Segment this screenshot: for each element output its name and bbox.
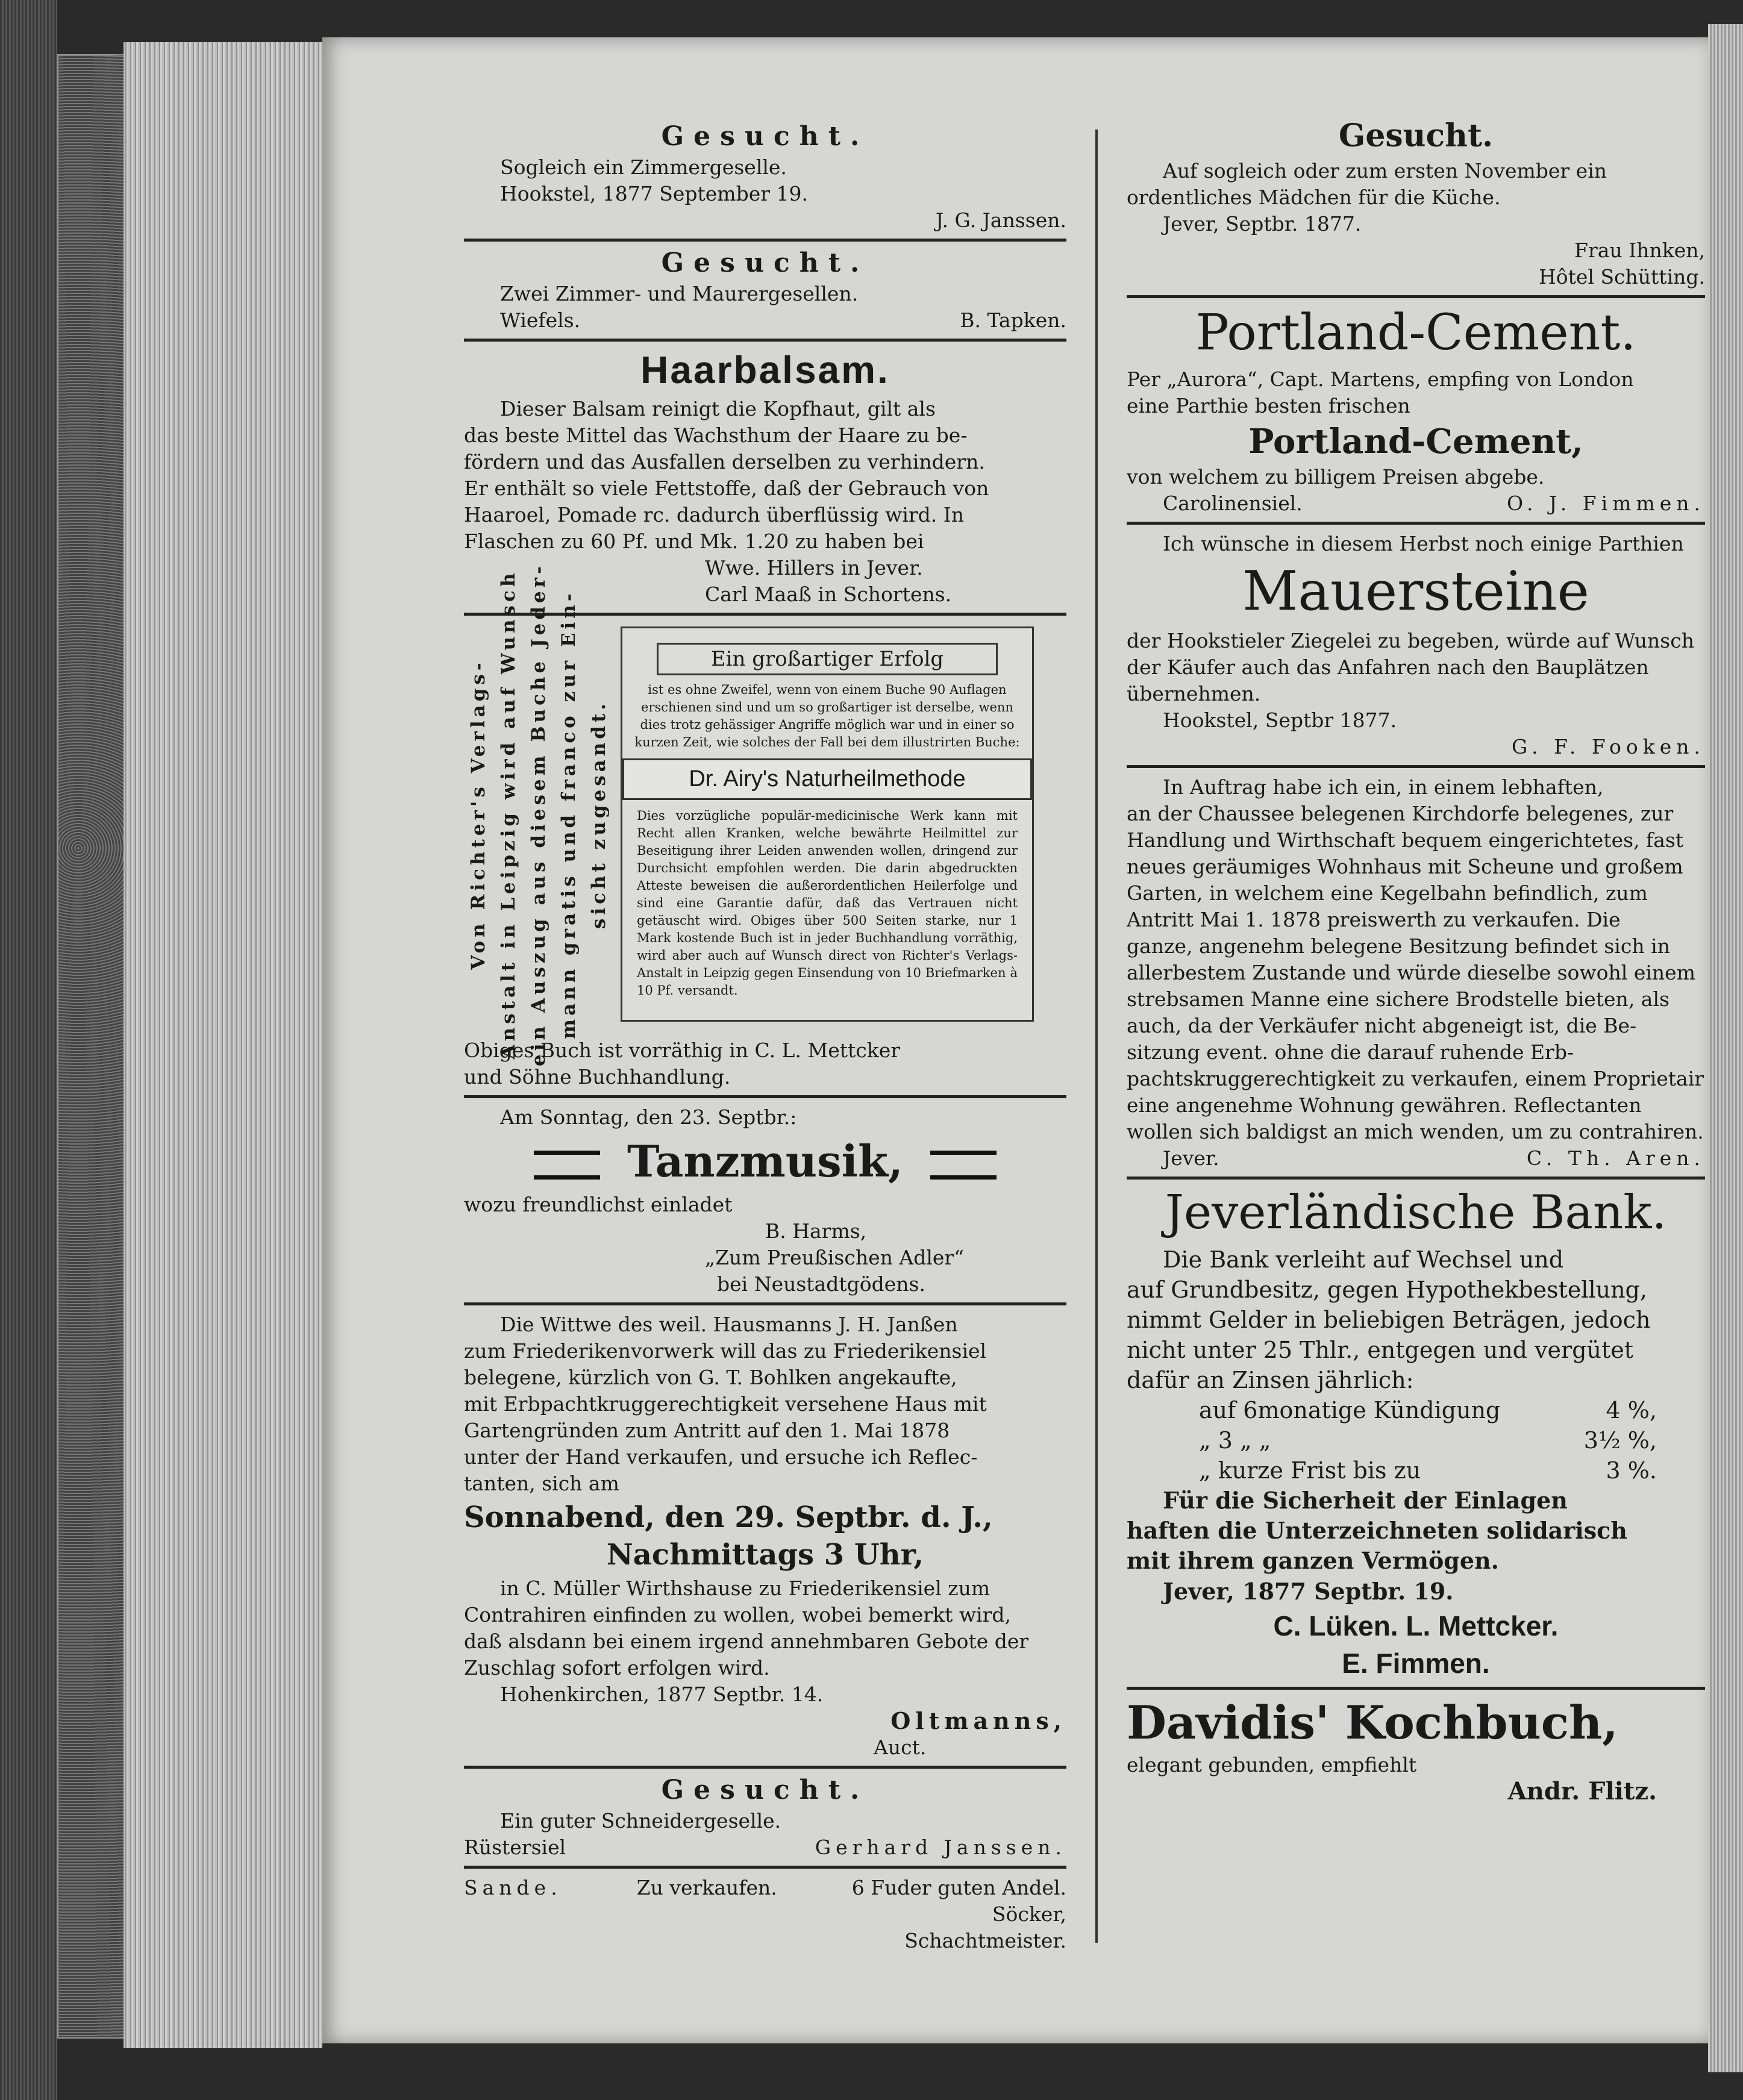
book-cover-edge [57, 54, 126, 2039]
book-title-banner: Dr. Airy's Naturheilmethode [622, 758, 1032, 800]
ad-hausverkauf-friederikensiel: Die Wittwe des weil. Hausmanns J. H. Janßen zum Friederikenvorwerk will das zu Friederikensiel belegene, kürzlich von G. T. Bohlken angekaufte, mit Erbpachtkruggerechtigkeit versehene Haus mit Gartengründen zum Antritt auf den 1. Mai 1878 unter der Hand verkaufen, und ersuche ich Reflec- tanten, sich am Sonnabend, den 29. Septbr. d. J., Nachmittags 3 Uhr, in C. Müller Wirthshause zu Friederikensiel zum Contrahiren einfinden zu wollen, wobei bemerkt wird, daß alsdann bei einem irgend annehmbaren Gebote der Zuschlag sofort erfolgen wird. Hohenkirchen, 1877 Septbr. 14. Oltmanns, Auct. [464, 1313, 1066, 1759]
ad-portland-cement: Portland-Cement. Per „Aurora“, Capt. Martens, empfing von London eine Parthie besten frischen Portland-Cement, von welchem zu billigem Preisen abgebe. Carolinensiel. O. J. Fimmen. [1127, 304, 1705, 517]
ad-haarbalsam: Haarbalsam. Dieser Balsam reinigt die Kopfhaut, gilt als das beste Mittel das Wachsthum der Haare zu be- fördern und das Ausfallen derselben zu verhindern. Er enthält so viele Fettstoffe, daß der Gebrauch von Haaroel, Pomade rc. dadurch überflüssig wird. In Flaschen zu 60 Pf. und Mk. 1.20 zu haben bei Wwe. Hillers in Jever. Carl Maaß in Schortens. [464, 348, 1066, 608]
ad-wohnhaus-verkauf: In Auftrag habe ich ein, in einem lebhaften, an der Chaussee belegenen Kirchdorfe belegenes, zur Handlung und Wirthschaft bequem eingerichtetes, fast neues geräumiges Wohnhaus mit Scheune und großem Garten, in welchem eine Kegelbahn befindlich, zum Antritt Mai 1. 1878 preiswerth zu verkaufen. Die ganze, angenehm belegene Besitzung befindet sich in allerbestem Zustande und würde dieselbe sowohl einem strebsamen Manne eine sichere Brodstelle bieten, als auch, da der Verkäufer nicht abgeneigt ist, die Be- sitzung event. ohne die darauf ruhende Erb- pachtskruggerechtigkeit zu verkaufen, einem Proprietair eine angenehme Wohnung gewähren. Reflectanten wollen sich baldigst an mich wenden, um zu contrahiren. Jever. C. Th. Aren. [1127, 774, 1705, 1172]
ornament-bars [534, 1151, 600, 1180]
rule [464, 1866, 1066, 1869]
ad-gesucht-schneidergeselle: Gesucht. Ein guter Schneidergeselle. Rüstersiel Gerhard Janssen. [464, 1775, 1066, 1861]
ad-mauersteine: Ich wünsche in diesem Herbst noch einige Parthien Mauersteine der Hookstieler Ziegelei zu begeben, würde auf Wunsch der Käufer auch das Anfahren nach den Bauplätzen übernehmen. Hookstel, Septbr 1877. G. F. Fooken. [1127, 531, 1705, 760]
book-ad-headline: Ein großartiger Erfolg [657, 643, 998, 675]
ad-signature: O. J. Fimmen. [1506, 492, 1705, 515]
ad-title: Tanzmusik, [627, 1136, 903, 1187]
rule [1127, 522, 1705, 525]
ad-signature: Gerhard Janssen. [815, 1836, 1066, 1859]
rule [1127, 1687, 1705, 1690]
ad-title: Jeverländische Bank. [1165, 1186, 1667, 1240]
ad-title: Haarbalsam. [640, 348, 890, 392]
rule [464, 1302, 1066, 1305]
rule [464, 1766, 1066, 1769]
right-column [1127, 117, 1705, 1805]
ad-naturheilmethode: Von Richter's Verlags- Anstalt in Leipzig wird auf Wunsch ein Auszug aus diesem Buche Jeder- mann gratis und franco zur Ein- sicht zugesandt. Ein großartiger Erfolg ist es ohne Zweifel, wenn von einem Buche 90 Auflagen erschienen sind und um so großartiger ist derselbe, wenn dies trotz gehässiger Angriffe möglich war und in einer so kurzen Zeit, wie solches der Fall bei dem illustrirten Buche: Dr. Airy's Naturheilmethode Dies vorzügliche populär-medicinische Werk kann mit Recht allen Kranken, welche bewährte Heilmittel zur Beseitigung ihrer Leiden anwenden wollen, dringend zur Durchsicht empfohlen werden. Die darin abgedruckten Atteste beweisen die außerordentlichen Heilerfolge und sind eine Garantie dafür, daß das Vertrauen nicht getäuscht wird. Obiges über 500 Seiten starke, nur 1 Mark kostende Buch ist in jeder Buchhandlung vorräthig, wird aber auch auf Wunsch direct von Richter's Verlags-Anstalt in Leipzig gegen Einsendung von 10 Briefmarken à 10 Pf. versandt. Obiges Buch ist vorräthig in C. L. Mettcker und Söhne Buchhandlung. [464, 622, 1066, 1090]
ad-heading: Gesucht. [661, 121, 869, 152]
ad-signature: B. Tapken. [960, 308, 1066, 332]
rule [1127, 295, 1705, 298]
ad-signature: Oltmanns, [890, 1707, 1066, 1734]
ad-title: Mauersteine [1242, 560, 1589, 623]
ad-sande-andel: Sande. Zu verkaufen. 6 Fuder guten Andel. Söcker, Schachtmeister. [464, 1876, 1066, 1952]
ad-heading: Gesucht. [661, 248, 869, 278]
ad-signature: G. F. Fooken. [1512, 735, 1705, 758]
ad-heading: Gesucht. [661, 1775, 869, 1805]
rate-row: auf 6monatige Kündigung 4 %, [1199, 1397, 1657, 1423]
rule [464, 339, 1066, 342]
rule [464, 1095, 1066, 1098]
ad-tanzmusik: Am Sonntag, den 23. Septbr.: Tanzmusik, wozu freundlichst einladet B. Harms, „Zum Preußischen Adler“ bei Neustadtgödens. [464, 1104, 1066, 1298]
ad-jeverlaendische-bank: Jeverländische Bank. Die Bank verleiht auf Wechsel und auf Grundbesitz, gegen Hypothekbestellung, nimmt Gelder in beliebigen Beträgen, jedoch nicht unter 25 Thlr., entgegen und vergütet dafür an Zinsen jährlich: auf 6monatige Kündigung 4 %, „ 3 „ „ 3½ %, „ kurze Frist bis zu 3 %. Für die Sicherheit der Einlagen haften die Unterzeichneten solidarisch mit ihrem ganzen Vermögen. Jever, 1877 Septbr. 19. C. Lüken. L. Mettcker. E. Fimmen. [1127, 1186, 1705, 1682]
ad-heading: Gesucht. [1338, 117, 1494, 154]
ornament-bars [930, 1151, 997, 1180]
ad-gesucht-zimmergeselle: Gesucht. Sogleich ein Zimmergeselle. Hookstel, 1877 September 19. J. G. Janssen. [464, 121, 1066, 234]
ad-davidis-kochbuch: Davidis' Kochbuch, elegant gebunden, empfiehlt Andr. Flitz. [1127, 1696, 1705, 1805]
column-divider [1095, 130, 1098, 1943]
ad-title: Davidis' Kochbuch, [1127, 1696, 1618, 1749]
book-binding [0, 0, 57, 2100]
ad-gesucht-maurergesellen: Gesucht. Zwei Zimmer- und Maurergesellen. Wiefels. B. Tapken. [464, 248, 1066, 334]
rule [464, 239, 1066, 242]
ad-signature: C. Th. Aren. [1526, 1146, 1705, 1170]
ad-signature: Andr. Flitz. [1507, 1777, 1657, 1805]
rate-row: „ 3 „ „ 3½ %, [1199, 1427, 1657, 1454]
right-page-edge [1708, 24, 1743, 2072]
ad-gesucht-maedchen: Gesucht. Auf sogleich oder zum ersten November ein ordentliches Mädchen für die Küche. Jever, Septbr. 1877. Frau Ihnken, Hôtel Schütting. [1127, 117, 1705, 289]
left-column [464, 117, 1066, 1954]
rule [464, 613, 1066, 616]
rate-row: „ kurze Frist bis zu 3 %. [1199, 1457, 1657, 1484]
ad-title: Portland-Cement. [1195, 304, 1636, 361]
page-stack [124, 42, 322, 2048]
ad-signature: J. G. Janssen. [935, 208, 1066, 232]
book-ad-box: Ein großartiger Erfolg ist es ohne Zweifel, wenn von einem Buche 90 Auflagen erschienen sind und um so großartiger ist derselbe, wenn dies trotz gehässiger Angriffe möglich war und in einer so kurzen Zeit, wie solches der Fall bei dem illustrirten Buche: Dr. Airy's Naturheilmethode Dies vorzügliche populär-medicinische Werk kann mit Recht allen Kranken, welche bewährte Heilmittel zur Beseitigung ihrer Leiden anwenden wollen, dringend zur Durchsicht empfohlen werden. Die darin abgedruckten Atteste beweisen die außerordentlichen Heilerfolge und sind eine Garantie dafür, daß das Vertrauen nicht getäuscht wird. Obiges über 500 Seiten starke, nur 1 Mark kostende Buch ist in jeder Buchhandlung vorräthig, wird aber auch auf Wunsch direct von Richter's Verlags-Anstalt in Leipzig gegen Einsendung von 10 Briefmarken à 10 Pf. versandt. [621, 627, 1034, 1022]
rule [1127, 1177, 1705, 1180]
rule [1127, 765, 1705, 768]
